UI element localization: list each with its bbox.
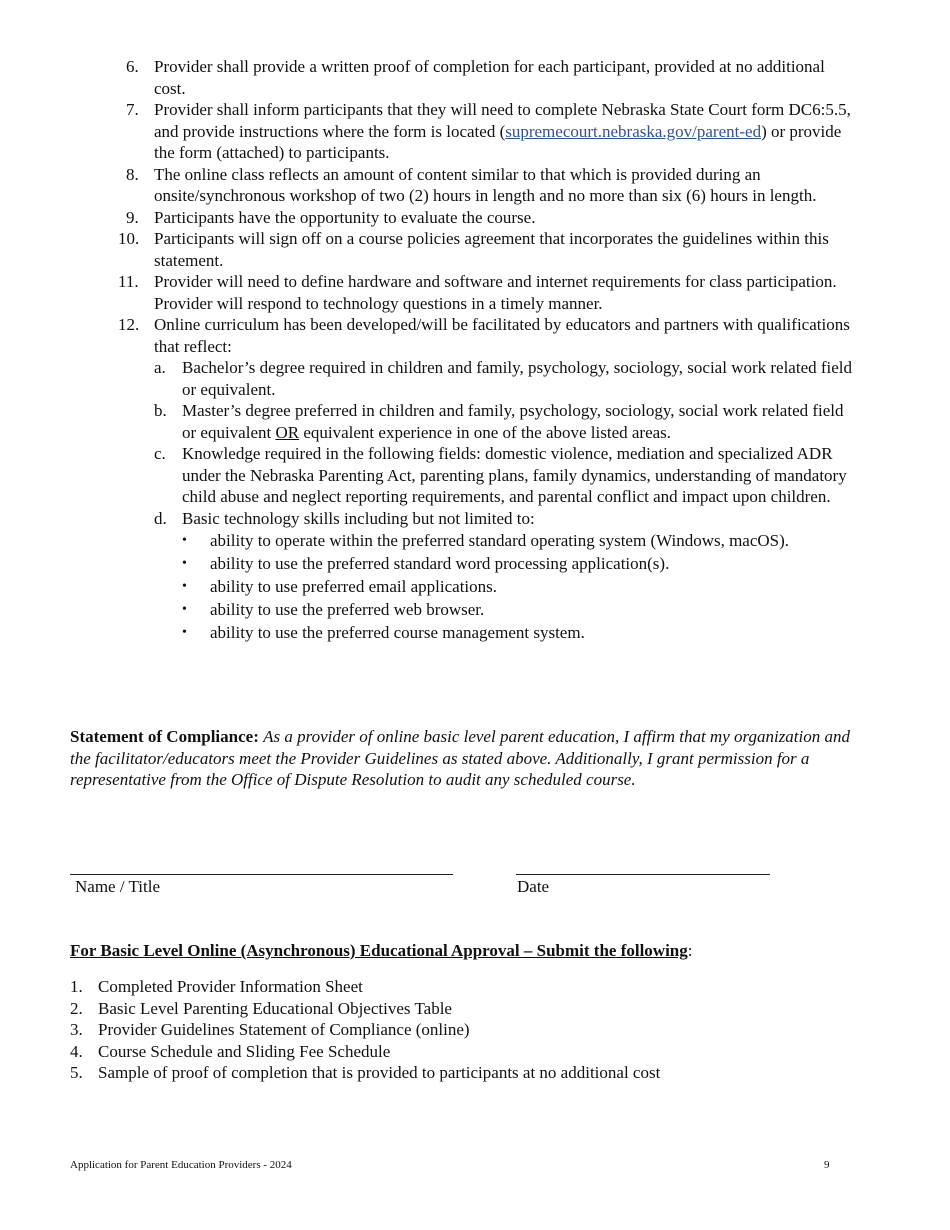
date-signature-line[interactable] [516,874,770,875]
list-item [70,1019,850,1041]
or-emphasis: OR [275,422,300,442]
list-item [118,228,856,271]
submit-list [70,976,850,1084]
item-number: 11. [118,272,139,291]
bullet-icon: • [182,579,187,594]
bullet-item [182,575,856,598]
item-text: Basic Level Parenting Educational Objectives Table [98,998,452,1018]
list-item [70,1062,850,1084]
item-text: Participants will sign off on a course policies agreement that incorporates the guidelines within this statement. [154,229,829,270]
item-number: 6. [126,57,139,76]
bullet-icon: • [182,602,187,617]
bullet-icon: • [182,556,187,571]
date-label: Date [517,877,550,896]
sub-item-text-part: equivalent experience in one of the above listed areas. [299,422,672,442]
guidelines-list [118,56,856,644]
list-item [126,56,856,99]
item-text-part: Provider shall inform participants that they will need to complete Nebraska State Court form DC6:5.5, and provide instructions where the form is located ( [154,100,851,141]
item-text: Participants have the opportunity to evaluate the course. [154,207,536,227]
item-number: 8. [126,164,139,184]
page-number: 9 [824,1159,830,1171]
item-text-part: ) or provide the form (attached) to participants. [154,121,842,162]
sub-item [154,508,856,530]
item-number: 9. [126,207,139,227]
bullet-item [182,529,856,552]
sub-item-letter: b. [154,401,167,420]
item-number: 2. [70,998,83,1018]
item-text: Online curriculum has been developed/will be facilitated by educators and partners with qualifications that reflect: [154,315,850,356]
compliance-label: Statement of Compliance: [70,727,259,746]
item-text: Course Schedule and Sliding Fee Schedule [98,1041,391,1061]
item-number: 1. [70,977,83,996]
bullet-text: ability to operate within the preferred standard operating system (Windows, macOS). [210,531,790,550]
list-item [126,207,856,229]
sub-item-text [182,400,856,443]
bullet-item [182,621,856,644]
list-item [118,314,856,644]
bullet-item [182,598,856,621]
item-text: The online class reflects an amount of content similar to that which is provided during an onsite/synchronous workshop of two (2) hours in length and no more than six (6) hours in length. [154,164,817,205]
sub-item-text-part: Master’s degree preferred in children and family, psychology, sociology, social work related field or equivalent [182,401,844,442]
compliance-text: As a provider of online basic level parent education, I affirm that my organization and the facilitator/educators meet the Provider Guidelines as stated above. Additionally, I grant permission for a representative from the Office of Dispute Resolution to audit any scheduled course. [70,727,851,789]
item-text: Sample of proof of completion that is provided to participants at no additional cost [98,1063,661,1082]
item-number: 10. [118,229,140,248]
list-item [70,998,850,1020]
bullet-icon: • [182,625,187,640]
item-number: 5. [70,1063,83,1082]
item-text: Provider shall provide a written proof of completion for each participant, provided at no additional cost. [154,57,825,98]
item-number: 3. [70,1020,83,1039]
list-item [70,1041,850,1063]
sub-item [154,400,856,443]
sub-item-text: Bachelor’s degree required in children and family, psychology, sociology, social work related field or equivalent. [182,358,853,399]
bullet-text: ability to use the preferred standard word processing application(s). [210,554,670,573]
tech-skills-list [182,529,856,644]
sub-item [154,357,856,400]
bullet-text: ability to use the preferred web browser. [210,600,485,619]
sub-item [154,443,856,508]
statement-of-compliance [70,726,860,791]
name-signature-line[interactable] [70,874,453,875]
submit-heading-colon: : [687,941,693,960]
item-text: Provider Guidelines Statement of Compliance (online) [98,1020,470,1039]
footer-title: Application for Parent Education Providers - 2024 [70,1159,292,1171]
sub-item-letter: d. [154,508,167,528]
sub-item-letter: c. [154,444,166,463]
submit-heading-text: For Basic Level Online (Asynchronous) Educational Approval – Submit the following [70,941,688,960]
item-text: Provider will need to define hardware and software and internet requirements for class participation. Provider will respond to technology questions in a timely manner. [154,272,837,313]
bullet-item [182,552,856,575]
item-number: 7. [126,100,139,119]
bullet-text: ability to use the preferred course management system. [210,623,585,642]
item-number: 12. [118,315,140,334]
item-text [154,99,856,164]
list-item [126,99,856,164]
item-number: 4. [70,1041,83,1061]
item-text-block [154,314,856,644]
name-title-label: Name / Title [75,877,161,896]
sub-item-text: Knowledge required in the following fields: domestic violence, mediation and specialized ADR under the Nebraska Parenting Act, parenting plans, family dynamics, understanding of mandatory child abuse and neglect reporting requirements, and parental conflict and impact upon children. [182,444,847,506]
item-text: Completed Provider Information Sheet [98,977,363,996]
list-item [118,271,856,314]
parent-ed-link[interactable]: supremecourt.nebraska.gov/parent-ed [505,121,762,141]
sub-item-text: Basic technology skills including but not limited to: [182,508,535,528]
bullet-icon: • [182,533,187,548]
list-item [70,976,850,998]
list-item [126,164,856,207]
sub-item-letter: a. [154,358,166,377]
bullet-text: ability to use preferred email applications. [210,577,498,596]
submit-heading [70,940,693,962]
